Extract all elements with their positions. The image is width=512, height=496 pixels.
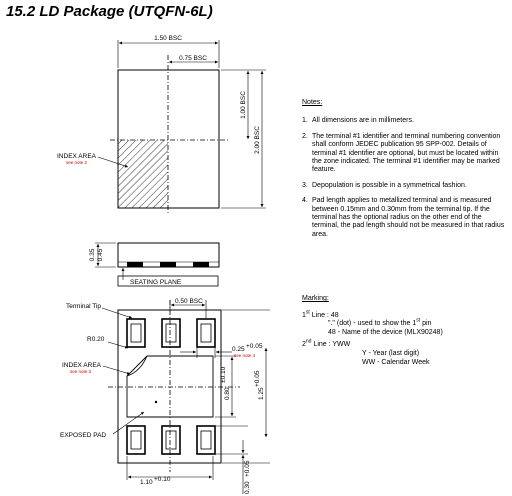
marking-name: 48 - Name of the device (MLX90248) xyxy=(328,328,443,336)
dim-half-height: 1.00 BSC xyxy=(240,91,247,119)
bottom-index-area-label: INDEX AREA xyxy=(62,362,102,369)
dim-height: 2.00 BSC xyxy=(254,126,261,154)
marking-section xyxy=(302,295,508,367)
notes-heading: Notes: xyxy=(302,99,323,106)
dim-width: 1.50 BSC xyxy=(154,35,182,42)
pin1-dot xyxy=(155,401,157,403)
top-view xyxy=(57,35,266,215)
dim-half-width: 0.75 BSC xyxy=(179,55,207,62)
dim-thickness2: 0.45 xyxy=(97,248,104,262)
dim-radius: R0.20 xyxy=(87,336,105,343)
note-item: 2. The terminal #1 identifier and terminal numbering convention shall conform JEDEC publication 95 SPP-002. Details of terminal #1 identifier are optional, but must be located within the zone indicated. The terminal #1 identifier may be marked feature. xyxy=(302,132,501,174)
dim-ep-width-tol: +0.10 xyxy=(154,476,171,483)
page-title: 15.2 LD Package (UTQFN-6L) xyxy=(6,3,213,20)
marking-week: WW - Calendar Week xyxy=(362,358,430,366)
exposed-pad-label: EXPOSED PAD xyxy=(60,432,107,439)
dim-pitch: 0.50 BSC xyxy=(175,298,203,305)
dim-pad-width: 0.25 xyxy=(232,346,245,353)
note-item: 3. Depopulation is possible in a symmetrical fashion. xyxy=(302,181,467,189)
marking-year: Y - Year (last digit) xyxy=(362,349,420,357)
marking-line1: 1st Line : 48 xyxy=(302,309,339,319)
note-item: 1. All dimensions are in millimeters. xyxy=(302,117,414,125)
note-item: 4. Pad length applies to metallized terminal and is measured between 0.15mm and 0.30mm from the terminal tip. If the terminal has the optional radius on the other end of the terminal, the pad length should not be measured in that radius area. xyxy=(302,197,505,238)
index-area-label: INDEX AREA xyxy=(57,153,97,160)
bottom-index-area-note: see note 3 xyxy=(70,369,92,374)
index-area-note: see note 2 xyxy=(66,160,88,165)
dim-ep-width: 1.10 xyxy=(140,479,153,486)
bottom-view xyxy=(60,298,270,494)
side-view xyxy=(89,243,219,286)
marking-dot: "." (dot) - used to show the 1st pin xyxy=(328,317,432,328)
dim-pad-width-note: see note 4 xyxy=(234,353,256,358)
terminal-tip-label: Terminal Tip xyxy=(66,303,102,310)
dim-pad-len-tol: +0.05 xyxy=(244,460,251,477)
dim-body-tol: +0.05 xyxy=(254,370,261,387)
dim-ep-height: 0.80 xyxy=(224,387,231,400)
seating-plane-label: SEATING PLANE xyxy=(130,279,182,286)
dim-thickness: 0.35 xyxy=(89,248,96,262)
marking-line2: 2nd Line : YWW xyxy=(302,339,351,349)
dim-ep-height-tol: ±0.10 xyxy=(220,366,227,383)
index-area-hatch xyxy=(118,140,168,208)
notes-section xyxy=(302,99,508,246)
dim-pad-len: 0.30 xyxy=(244,481,251,494)
dim-pad-width-tol: +0.05 xyxy=(246,343,263,350)
dim-body: 1.25 xyxy=(258,387,265,400)
marking-heading: Marking: xyxy=(302,295,329,302)
